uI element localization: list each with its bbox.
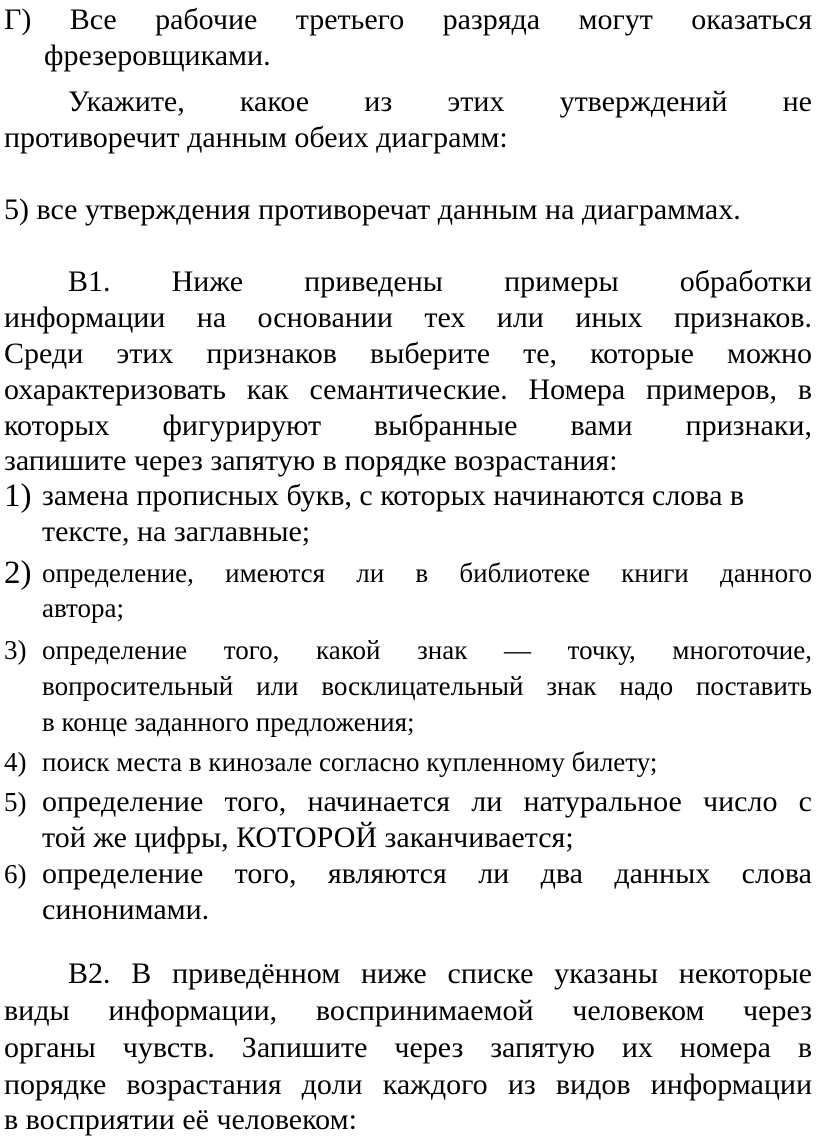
list-item-text-cont: в конце заданного предложения; (42, 707, 415, 737)
list-item-text-cont: той же цифры, КОТОРОЙ заканчивается; (42, 821, 574, 854)
prompt-line-2: противоречит данным обеих диаграмм: (4, 121, 508, 154)
option-g-line-1: Г) Все рабочие третьего разряда могут оказаться (4, 3, 812, 36)
list-item-marker: 3) (4, 635, 27, 665)
option-g-line-2: фрезеровщиками. (44, 39, 271, 72)
answer-option-5: 5) все утверждения противоречат данным на диаграммах. (4, 193, 741, 226)
list-item-text: определение того, начинается ли натуральное число с (42, 785, 812, 818)
list-item-text-cont: вопросительный или восклицательный знак надо поставить (42, 671, 812, 701)
list-item-text: замена прописных букв, с которых начинаются слова в (42, 479, 745, 512)
list-item-marker: 2) (4, 555, 32, 591)
list-item (4, 784, 812, 820)
list-item-text: определение, имеются ли в библиотеке книги данного (42, 558, 812, 588)
list-item-text-cont: тексте, на заглавные; (42, 515, 311, 548)
b2-intro-line-1: В2. В приведённом ниже списке указаны некоторые (68, 957, 812, 990)
b1-intro-line-4: охарактеризовать как семантические. Номера примеров, в (4, 373, 812, 406)
list-item (4, 856, 812, 892)
list-item-text-cont: синонимами. (42, 893, 210, 926)
b1-intro-line-3: Среди этих признаков выберите те, которые можно (4, 337, 812, 370)
list-item-text-cont: автора; (42, 593, 124, 623)
b1-intro-line-6: запишите через запятую в порядке возрастания: (4, 444, 618, 477)
b2-intro-line-5: в восприятии её человеком: (4, 1103, 357, 1136)
prompt-line-1: Укажите, какое из этих утверждений не (68, 85, 812, 118)
list-item (4, 632, 812, 668)
b2-intro-line-2: виды информации, воспринимаемой человеком через (4, 994, 812, 1027)
list-item-text: определение того, являются ли два данных слова (42, 857, 812, 890)
b1-intro-line-1: В1. Ниже приведены примеры обработки (68, 265, 812, 298)
b1-intro-line-5: которых фигурируют выбранные вами признаки, (4, 409, 812, 442)
b2-intro-line-4: порядке возрастания доли каждого из видов информации (4, 1068, 812, 1101)
list-item (4, 744, 812, 780)
list-item (4, 555, 812, 591)
list-item-marker: 5) (4, 787, 27, 817)
list-item-text: определение того, какой знак — точку, многоточие, (42, 635, 812, 665)
b1-intro-line-2: информации на основании тех или иных признаков. (4, 301, 812, 334)
list-item (4, 478, 812, 514)
list-item-marker: 4) (4, 747, 27, 777)
list-item-marker: 6) (4, 859, 27, 889)
b2-intro-line-3: органы чувств. Запишите через запятую их номера в (4, 1031, 812, 1064)
list-item-text: поиск места в кинозале согласно купленному билету; (42, 747, 658, 777)
list-item-marker: 1) (4, 478, 32, 514)
